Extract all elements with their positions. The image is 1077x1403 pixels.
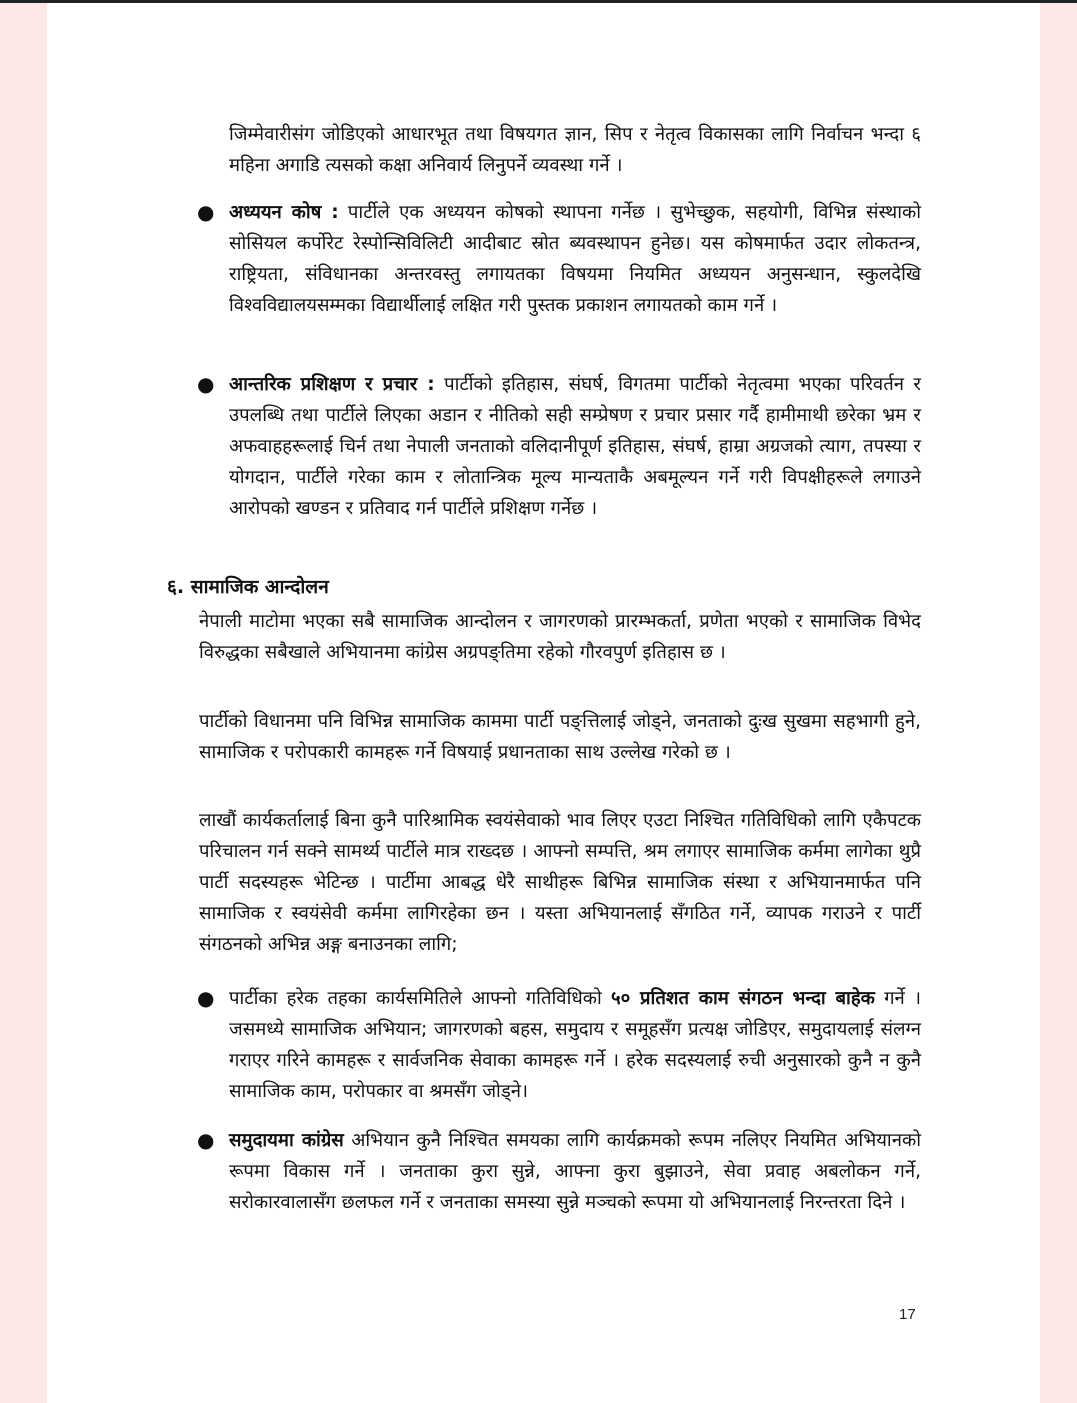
bullet-text: अभियान कुनै निश्चित समयका लागि कार्यक्रमको रूपम नलिएर नियमित अभियानको रूपमा विकास गर्ने । जनताका कुरा सुन्ने, आफ्ना कुरा बुझाउने, सेवा प्रवाह अबलोकन गर्ने, सरोकारवालासँग छलफल गर्ने र जनताका समस्या सुन्ने मञ्चको रूपमा यो अभियानलाई निरन्तरता दिने । — [229, 1130, 921, 1213]
section-title: सामाजिक आन्दोलन — [190, 576, 329, 598]
bullet-lead-text: पार्टीका हरेक तहका कार्यसमितिले आफ्नो गतिविधिको — [229, 988, 611, 1009]
section-heading — [167, 572, 329, 603]
body-paragraph-3: लाखौं कार्यकर्तालाई बिना कुनै पारिश्रामिक स्वयंसेवाको भाव लिएर एउटा निश्चित गतिविधिको लागि एकैपटक परिचालन गर्न सक्ने सामर्थ्य पार्टीले मात्र राख्दछ । आफ्नो सम्पत्ति, श्रम लगाएर सामाजिक कर्ममा लागेका थुप्रै पार्टी सदस्यहरू भेटिन्छ । पार्टीमा आबद्ध धेरै साथीहरू बिभिन्न सामाजिक संस्था र अभियानमार्फत पनि सामाजिक र स्वयंसेवी कर्ममा लागिरहेका छन । यस्ता अभियानलाई सँगठित गर्ने, व्यापक गराउने र पार्टी संगठनको अभिन्न अङ्ग बनाउनका लागि; — [199, 810, 921, 955]
bullet-text: पार्टीको इतिहास, संघर्ष, विगतमा पार्टीको नेतृत्वमा भएका परिवर्तन र उपलब्धि तथा पार्टीले लिएका अडान र नीतिको सही सम्प्रेषण र प्रचार प्रसार गर्दै हामीमाथी छरेका भ्रम र अफवाहहरूलाई चिर्न तथा नेपाली जनताको वलिदानीपूर्ण इतिहास, संघर्ष, हाम्रा अग्रजको त्याग, तपस्या र योगदान, पार्टीले गरेका काम र लोतान्त्रिक मूल्य मान्यताकै अबमूल्यन गर्ने गरी विपक्षीहरूले लगाउने आरोपको खण्डन र प्रतिवाद गर्न पार्टीले प्रशिक्षण गर्नेछ । — [229, 374, 921, 519]
bullet-bold-label: अध्ययन कोष : — [229, 202, 339, 223]
continuation-paragraph: जिम्मेवारीसंग जोडिएको आधारभूत तथा विषयगत ज्ञान, सिप र नेतृत्व विकासका लागि निर्वाचन भन्दा ६ महिना अगाडि त्यसको कक्षा अनिवार्य लिनुपर्ने व्यवस्था गर्ने । — [229, 124, 921, 176]
bullet-internal-training — [229, 369, 921, 524]
bullet-icon: ● — [197, 986, 215, 1010]
bullet-icon: ● — [197, 372, 215, 396]
bullet-bold-label: आन्तरिक प्रशिक्षण र प्रचार : — [229, 374, 435, 395]
body-paragraph-2: पार्टीको विधानमा पनि विभिन्न सामाजिक काममा पार्टी पङ्‌त्तिलाई जोड्ने, जनताको दुःख सुखमा सहभागी हुने, सामाजिक र परोपकारी कामहरू गर्ने विषयाई प्रधानताका साथ उल्लेख गरेको छ । — [199, 711, 921, 763]
section-number: ६. — [167, 576, 185, 598]
bullet-study-fund — [229, 197, 921, 321]
bullet-congress-in-community — [229, 1125, 921, 1218]
page-number: 17 — [899, 1306, 916, 1323]
bullet-icon: ● — [197, 200, 215, 224]
bullet-bold-label: ५० प्रतिशत काम संगठन भन्दा बाहेक — [610, 988, 875, 1009]
bullet-text: गर्ने । जसमध्ये सामाजिक अभियान; जागरणको बहस, समुदाय र समूहसँग प्रत्यक्ष जोडिएर, समुदायलाई संलग्न गराएर गरिने कामहरू र सार्वजनिक सेवाका कामहरू गर्ने । हरेक सदस्यलाई रुची अनुसारको कुनै न कुनै सामाजिक काम, परोपकार वा श्रमसँग जोड्ने। — [229, 988, 922, 1102]
bullet-fifty-percent — [229, 983, 921, 1107]
bullet-icon: ● — [197, 1128, 215, 1152]
body-paragraph-1: नेपाली माटोमा भएका सबै सामाजिक आन्दोलन र जागरणको प्रारम्भकर्ता, प्रणेता भएको र सामाजिक विभेद विरुद्धका सबैखाले अभियानमा कांग्रेस अग्रपङ्‌तिमा रहेको गौरवपुर्ण इतिहास छ । — [199, 611, 921, 663]
bullet-bold-label: समुदायमा कांग्रेस — [229, 1130, 344, 1151]
document-page — [47, 3, 1040, 1403]
bullet-text: पार्टीले एक अध्ययन कोषको स्थापना गर्नेछ । सुभेच्छुक, सहयोगी, विभिन्न संस्थाको सोसियल कर्पोरेट रेस्पोन्सिविलिटी आदीबाट स्रोत ब्यवस्थापन हुनेछ। यस कोषमार्फत उदार लोकतन्त्र, राष्ट्रियता, संविधानका अन्तरवस्तु लगायतका विषयमा नियमित अध्ययन अनुसन्धान, स्कुलदेखि विश्वविद्यालयसम्मका विद्यार्थीलाई लक्षित गरी पुस्तक प्रकाशन लगायतको काम गर्ने । — [229, 202, 921, 316]
